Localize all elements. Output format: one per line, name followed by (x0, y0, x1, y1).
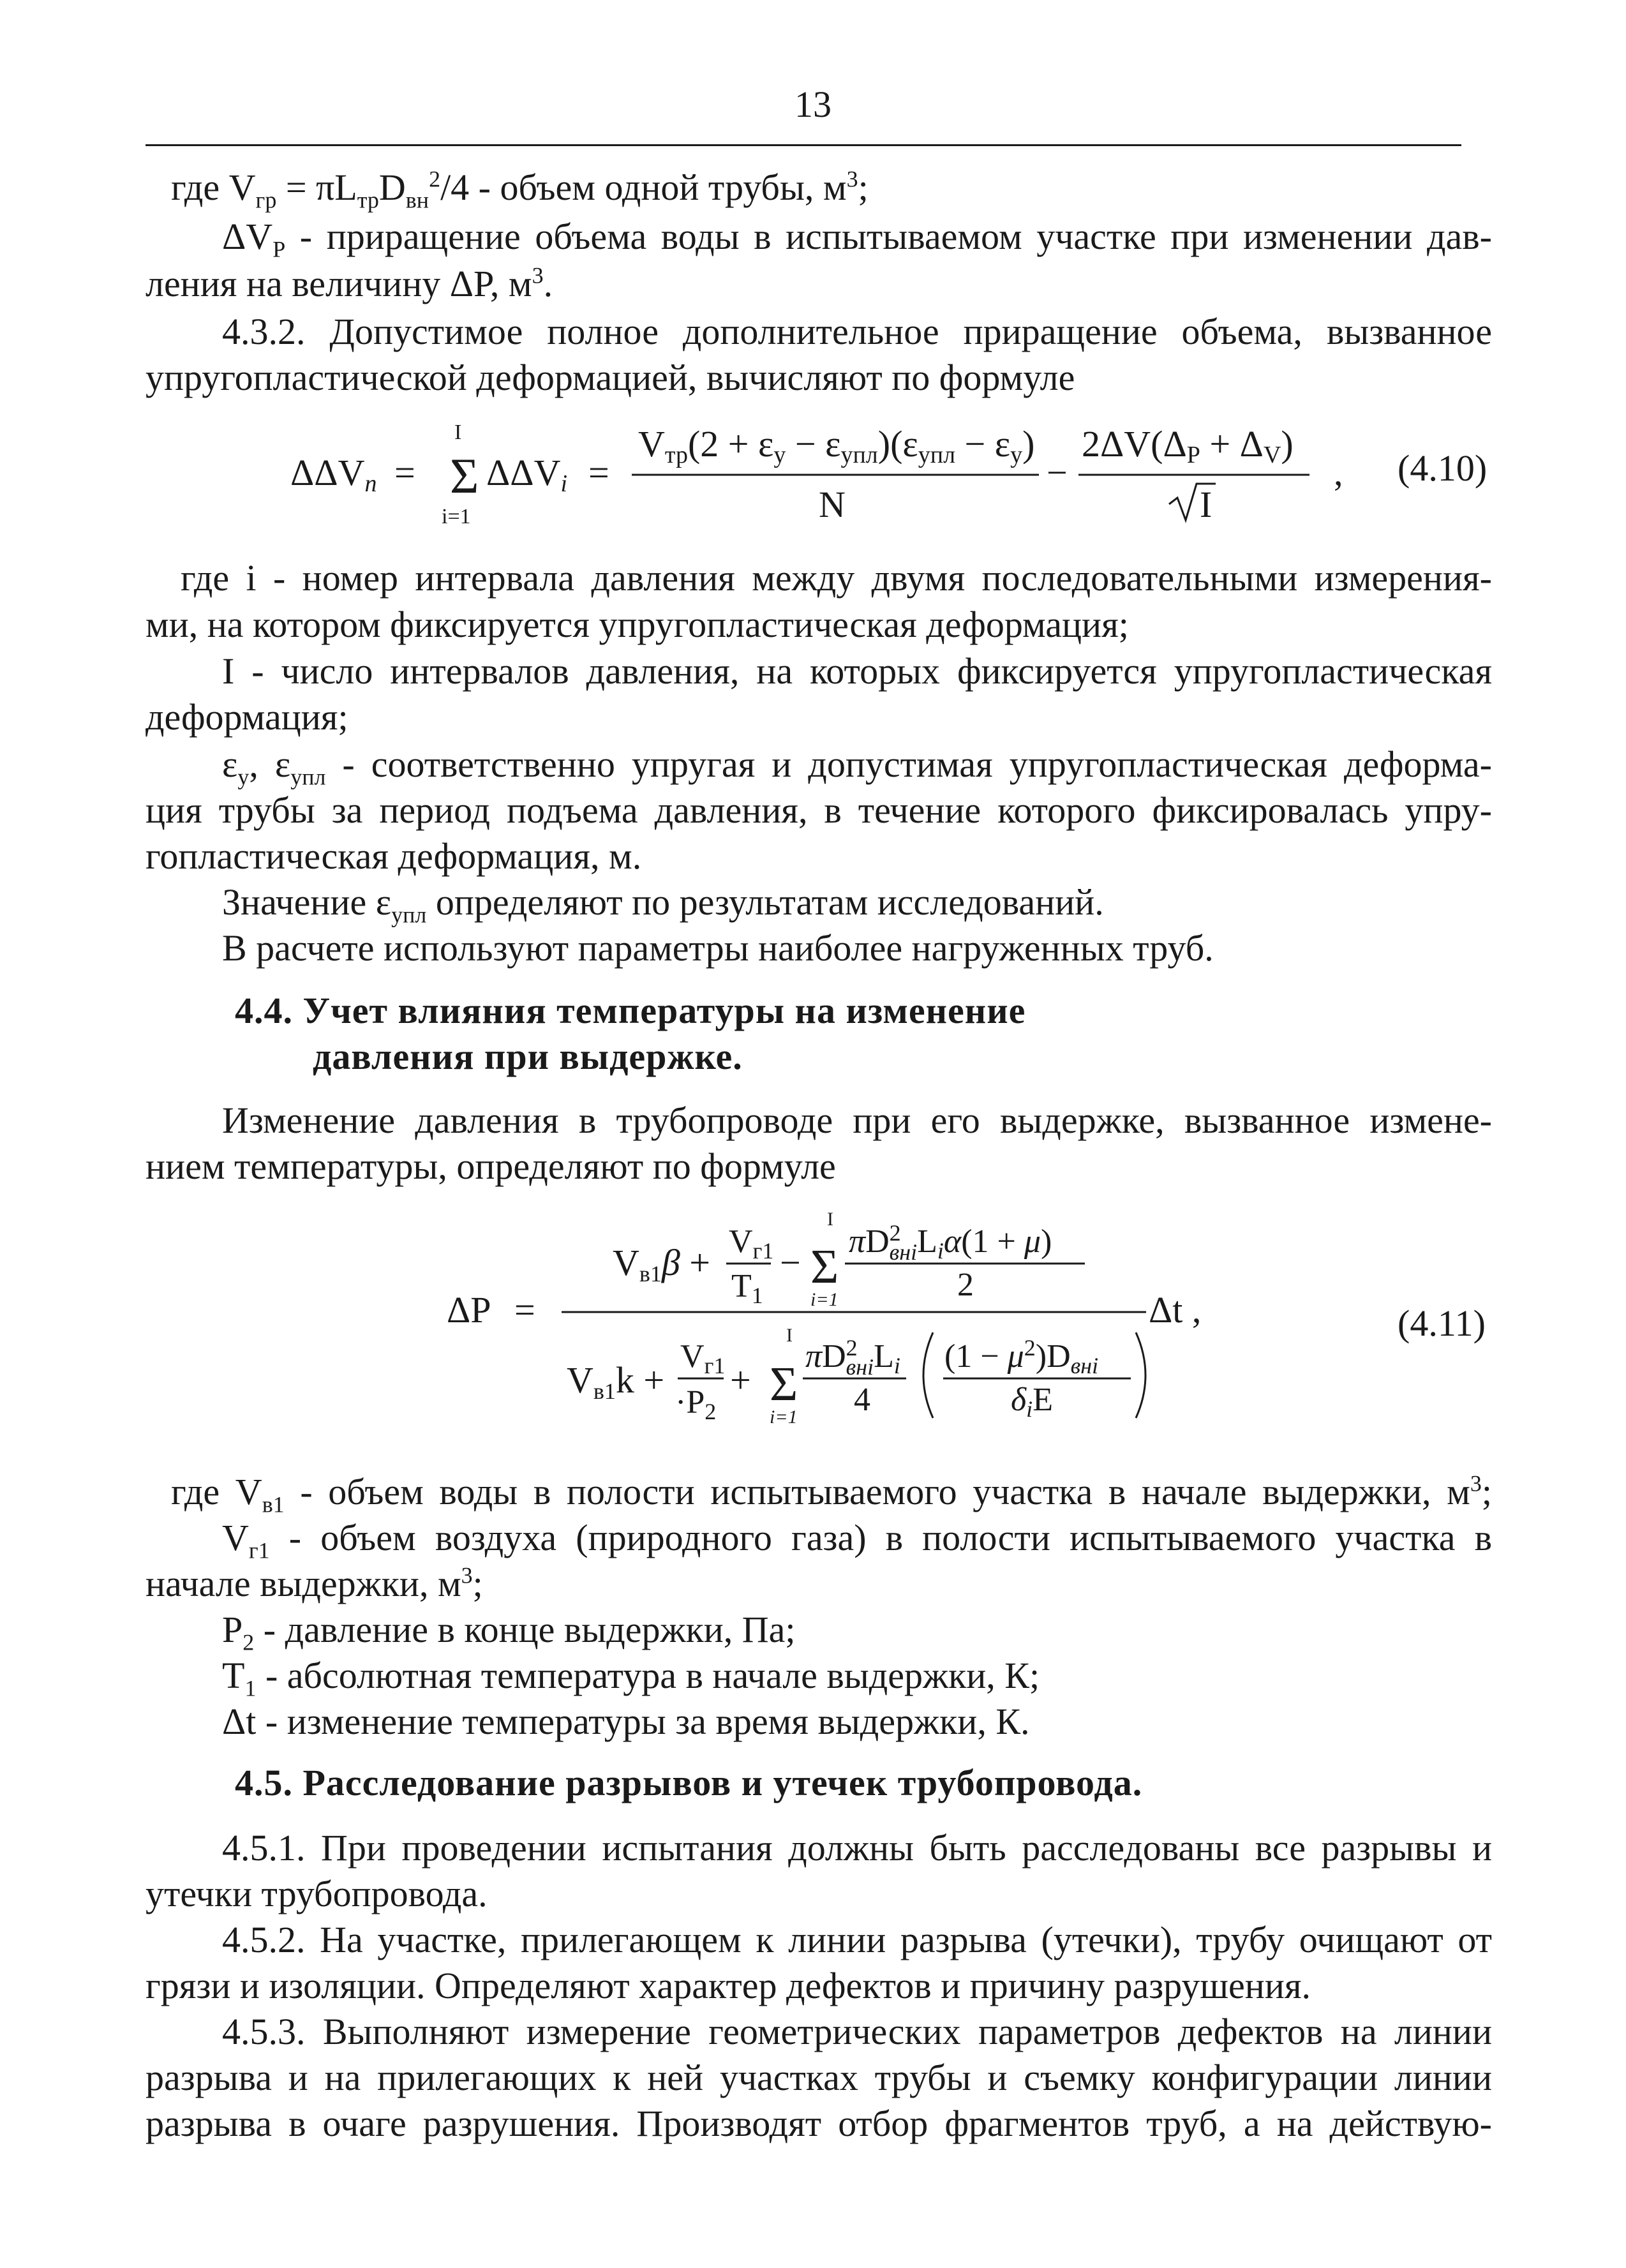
paren-numerator: $(1 - \mu^2)Dвнi$ (944, 1335, 1099, 1378)
formula-plus: + (730, 1359, 751, 1401)
text-line: $T_1$ - абсолютная температура в начале выдержки, К; (222, 1655, 1040, 1701)
text-line: 4.5.2. На участке, прилегающем к линии разрыва (утечки), трубу очищают от (222, 1919, 1492, 1960)
sum-lower: i=1 (810, 1289, 839, 1310)
sum-upper: I (786, 1325, 793, 1346)
section-heading: 4.4. Учет влияния температуры на изменение (235, 990, 1026, 1031)
text-line: Δt - изменение температуры за время выдержки, К. (222, 1701, 1030, 1742)
text-line: где $V_{гр} = \pi L_{тр}D_{вн}^2/4$ - объем одной трубы, $м^3$; (171, 166, 869, 213)
formula-minus: − (780, 1242, 801, 1283)
sum-upper: I (454, 421, 462, 444)
page-number: 13 (794, 84, 832, 125)
sum-denominator: 2 (957, 1267, 974, 1303)
right-paren (1136, 1332, 1145, 1418)
denominator-term: Vв1k + (567, 1359, 665, 1404)
left-paren (923, 1332, 933, 1418)
fraction-numerator: Vтр(2 + εу − εупл)(εупл − εу) (638, 423, 1035, 468)
formula-lhs: ΔΔVп (290, 452, 377, 497)
formula-lhs: ΔP (447, 1289, 491, 1331)
text-line: ления на величину ΔP, $м^3$. (145, 262, 553, 304)
denominator-vg: Vг1 (680, 1338, 726, 1378)
sum-upper: I (827, 1209, 833, 1230)
sum-numerator: $\pi D^2$ внiLiα(1 + μ) (849, 1220, 1052, 1265)
sum-sign: Σ (450, 448, 479, 504)
text-line: грязи и изоляции. Определяют характер дефектов и причину разрушения. (145, 1965, 1311, 2006)
formula-equals: = (394, 452, 415, 493)
text-line: 4.5.3. Выполняют измерение геометрических параметров дефектов на линии (222, 2011, 1492, 2052)
section-heading: давления при выдержке. (313, 1036, 743, 1077)
formula-equals: = (514, 1289, 535, 1331)
sum-denominator: 4 (854, 1382, 870, 1418)
text-line: начале выдержки, $м^3$; (145, 1562, 483, 1604)
numerator-term: Vв1β + (613, 1242, 710, 1287)
text-line: упругопластической деформацией, вычисляют по формуле (145, 357, 1075, 398)
text-line: Значение $\varepsilon_{упл}$ определяют по результатам исследований. (222, 881, 1104, 928)
text-line: утечки трубопровода. (145, 1873, 488, 1914)
delta-t: Δt , (1149, 1289, 1202, 1331)
sum-numerator: $\pi D^2$ внiLi (805, 1335, 900, 1380)
sum-sign: Σ (810, 1240, 839, 1294)
text-line: деформация; (145, 696, 348, 738)
text-line: В расчете используют параметры наиболее нагруженных труб. (222, 927, 1214, 969)
text-line: $P_2$ - давление в конце выдержки, Па; (222, 1609, 796, 1655)
numerator-vg: Vг1 (729, 1223, 774, 1264)
formula-4-10 (0, 408, 1626, 555)
paren-denominator: δiE (1011, 1382, 1053, 1422)
text-line: $\Delta V_P$ - приращение объема воды в испытываемом участке при изменении дав- (222, 216, 1492, 262)
text-line: 4.5.1. При проведении испытания должны быть расследованы все разрывы и (222, 1827, 1492, 1869)
text-line: ми, на котором фиксируется упругопластическая деформация; (145, 604, 1129, 645)
equation-number: (4.10) (1398, 447, 1488, 489)
fraction-denominator: N (819, 484, 846, 525)
fraction-denominator: I (1200, 484, 1212, 525)
text-line: 4.3.2. Допустимое полное дополнительное приращение объема, вызванное (222, 311, 1492, 352)
section-heading: 4.5. Расследование разрывов и утечек трубопровода. (235, 1762, 1143, 1803)
text-line: гопластическая деформация, м. (145, 835, 642, 877)
text-line: $\varepsilon_у$, $\varepsilon_{упл}$ - соответственно упругая и допустимая упругопластическая деформа- (222, 743, 1492, 790)
fraction-numerator: 2ΔV(ΔP + ΔV) (1082, 423, 1294, 468)
text-line: Изменение давления в трубопроводе при его выдержке, вызванное измене- (222, 1100, 1492, 1141)
formula-equals: = (588, 452, 609, 493)
text-line: $V_{г1}$ - объем воздуха (природного газа) в полости испытываемого участка в (222, 1517, 1492, 1563)
sum-sign: Σ (770, 1357, 798, 1411)
sum-lower: i=1 (442, 505, 471, 528)
text-line: разрыва и на прилегающих к ней участках трубы и съемку конфигурации линии (145, 2057, 1492, 2098)
formula-comma: , (1334, 452, 1343, 493)
denominator-p2: ·P2 (675, 1384, 717, 1424)
text-line: I - число интервалов давления, на которых фиксируется упругопластическая (222, 650, 1492, 692)
text-line: где i - номер интервала давления между двумя последовательными измерения- (181, 557, 1492, 599)
text-line: разрыва в очаге разрушения. Производят отбор фрагментов труб, а на действую- (145, 2103, 1492, 2144)
numerator-t1: T1 (731, 1268, 763, 1308)
text-line: ция трубы за период подъема давления, в течение которого фиксировалась упру- (145, 789, 1492, 831)
text-line: где $V_{в1}$ - объем воды в полости испытываемого участка в начале выдержки, $м^3$; (171, 1470, 1493, 1518)
sum-term: ΔΔVi (486, 452, 568, 497)
sum-lower: i=1 (770, 1406, 798, 1428)
formula-minus: − (1047, 452, 1068, 493)
header-rule (145, 144, 1461, 146)
text-line: нием температуры, определяют по формуле (145, 1145, 836, 1187)
formula-4-11 (0, 1200, 1626, 1429)
equation-number: (4.11) (1398, 1302, 1486, 1344)
